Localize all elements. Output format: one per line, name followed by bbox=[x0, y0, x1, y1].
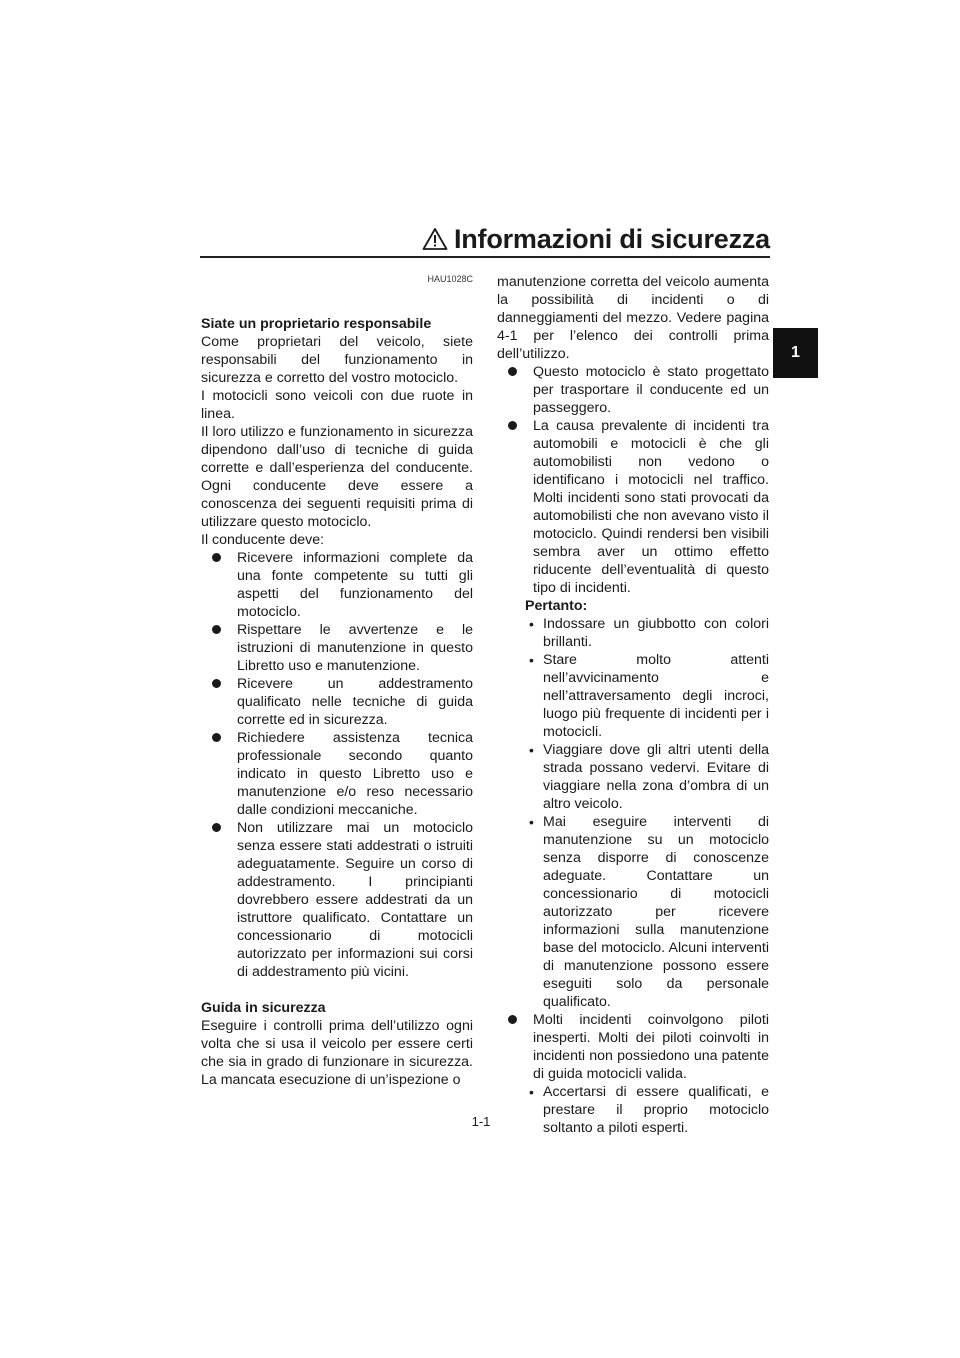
page-number: 1-1 bbox=[471, 1114, 491, 1129]
bullet-dot-icon bbox=[212, 733, 221, 742]
small-bullet-icon: • bbox=[529, 616, 534, 632]
sub-list-item: • Viaggiare dove gli altri utenti della strada possano vedervi. Evitare di viaggiare nella zona d’ombra di un altro veicolo. bbox=[529, 742, 769, 812]
page-title: Informazioni di sicurezza bbox=[453, 223, 770, 254]
small-bullet-icon: • bbox=[529, 1084, 534, 1100]
paragraph: Eseguire i controlli prima dell’utilizzo ogni volta che si usa il veicolo per essere certi che sia in grado di funzionare in sicurezza. La mancata esecuzione di un’ispezione o bbox=[201, 1018, 473, 1088]
small-bullet-icon: • bbox=[529, 814, 534, 830]
sub-list bbox=[525, 1083, 769, 1137]
document-code: HAU1028C bbox=[427, 274, 473, 284]
paragraph: Come proprietari del veicolo, siete responsabili del funzionamento in sicurezza e corretto del vostro motociclo. bbox=[201, 334, 473, 386]
list-item: Molti incidenti coinvolgono piloti inesperti. Molti dei piloti coinvolti in incidenti non possiedono una patente di guida motocicli valida. bbox=[506, 1011, 769, 1083]
sub-list-item: • Mai eseguire interventi di manutenzione su un motociclo senza disporre di conoscenze adeguate. Contattare un concessionario di motocicli autorizzato per ricevere informazioni sulla manutenzione base del motociclo. Alcuni interventi di manutenzione possono essere eseguiti solo da personale qualificato. bbox=[529, 814, 769, 1010]
chapter-number: 1 bbox=[791, 344, 800, 361]
safety-list bbox=[497, 1011, 769, 1083]
page-header bbox=[200, 222, 770, 256]
sub-list-item: • Stare molto attenti nell’avvicinamento e nell’attraversamento degli incroci, luogo più frequente di incidenti per i motocicli. bbox=[529, 652, 769, 740]
requirements-list bbox=[201, 549, 473, 981]
list-item: Richiedere assistenza tecnica professionale secondo quanto indicato in questo Libretto uso e manutenzione e/o reso necessario dalle condizioni meccaniche. bbox=[210, 729, 473, 819]
chapter-tab bbox=[773, 328, 818, 378]
bullet-dot-icon bbox=[212, 823, 221, 832]
bullet-dot-icon bbox=[212, 553, 221, 562]
bullet-dot-icon bbox=[212, 679, 221, 688]
warning-triangle-icon bbox=[422, 227, 448, 251]
section-heading: Guida in sicurezza bbox=[201, 1000, 326, 1016]
right-column bbox=[497, 273, 769, 1137]
paragraph: I motocicli sono veicoli con due ruote in linea. bbox=[201, 388, 473, 422]
bullet-dot-icon bbox=[508, 1015, 517, 1024]
bullet-dot-icon bbox=[212, 625, 221, 634]
list-item: Rispettare le avvertenze e le istruzioni di manutenzione in questo Libretto uso e manutenzione. bbox=[210, 621, 473, 675]
paragraph: Il conducente deve: bbox=[201, 532, 325, 548]
list-item: Non utilizzare mai un motociclo senza essere stati addestrati o istruiti adeguatamente. Seguire un corso di addestramento. I principianti dovrebbero essere addestrati da un istruttore qualificato. Contattare un concessionario di motocicli autorizzato per informazioni sui corsi di addestramento più vicini. bbox=[210, 819, 473, 981]
paragraph: manutenzione corretta del veicolo aumenta la possibilità di incidenti o di danneggiamenti del mezzo. Vedere pagina 4-1 per l’elenco dei controlli prima dell’utilizzo. bbox=[497, 274, 769, 362]
bullet-dot-icon bbox=[508, 367, 517, 376]
small-bullet-icon: • bbox=[529, 742, 534, 758]
section-heading: Siate un proprietario responsabile bbox=[201, 316, 432, 332]
list-item: Ricevere un addestramento qualificato nelle tecniche di guida corrette ed in sicurezza. bbox=[210, 675, 473, 729]
left-column bbox=[201, 273, 473, 1089]
sub-list bbox=[525, 615, 769, 1011]
bullet-dot-icon bbox=[508, 421, 517, 430]
list-item: La causa prevalente di incidenti tra automobili e motocicli è che gli automobilisti non vedono o identificano i motocicli nel traffico. Molti incidenti sono stati provocati da automobilisti che non avevano visto il motociclo. Quindi rendersi ben visibili sembra aver un ottimo effetto riducente dell’eventualità di questo tipo di incidenti. bbox=[506, 417, 769, 597]
subsection-heading: Pertanto: bbox=[525, 598, 588, 614]
list-item: Questo motociclo è stato progettato per trasportare il conducente ed un passeggero. bbox=[506, 363, 769, 417]
small-bullet-icon: • bbox=[529, 652, 534, 668]
safety-list bbox=[497, 363, 769, 597]
subsection bbox=[525, 597, 769, 1011]
header-divider bbox=[200, 256, 770, 258]
list-item: Ricevere informazioni complete da una fonte competente su tutti gli aspetti del funzionamento del motociclo. bbox=[210, 549, 473, 621]
paragraph: Il loro utilizzo e funzionamento in sicurezza dipendono dall’uso di tecniche di guida corrette e dall’esperienza del conducente. Ogni conducente deve essere a conoscenza dei seguenti requisiti prima di utilizzare questo motociclo. bbox=[201, 424, 473, 530]
sub-list-item: • Indossare un giubbotto con colori brillanti. bbox=[529, 616, 769, 650]
subsection bbox=[525, 1083, 769, 1137]
sub-list-item: • Accertarsi di essere qualificati, e prestare il proprio motociclo soltanto a piloti esperti. bbox=[529, 1084, 769, 1136]
